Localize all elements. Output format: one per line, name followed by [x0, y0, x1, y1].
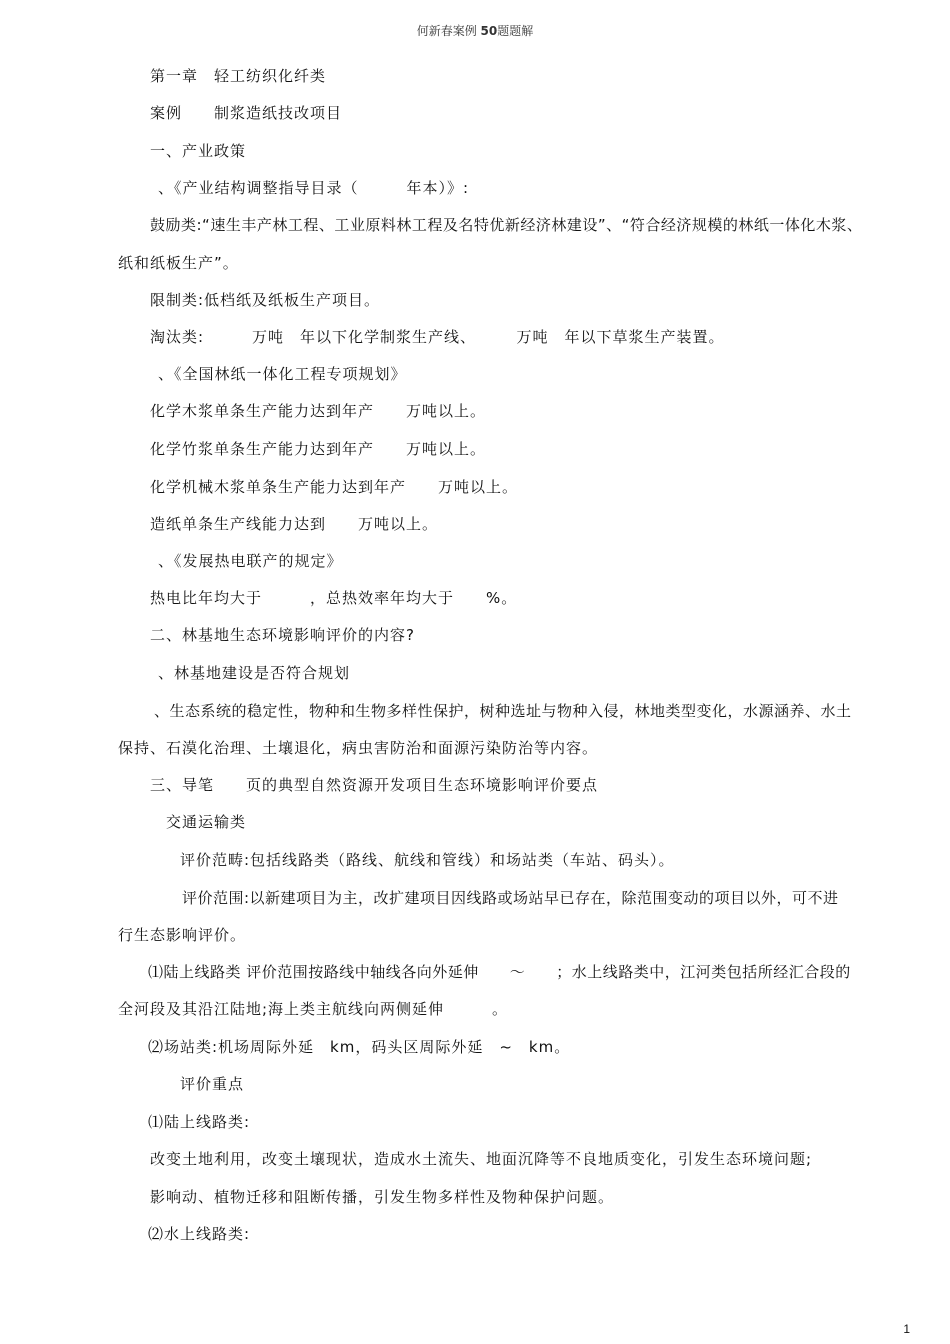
paragraph-eval-scope-cont: 行生态影响评价。	[118, 926, 247, 944]
header-prefix: 何新春案例	[416, 24, 481, 38]
paragraph-ecosystem-cont: 保持、石漠化治理、土壤退化，病虫害防治和面源污染防治等内容。	[118, 739, 599, 757]
subheading-cogeneration: 、《发展热电联产的规定》	[158, 552, 343, 570]
subheading-eval-focus: 评价重点	[180, 1075, 245, 1093]
paragraph-bamboo-pulp: 化学竹浆单条生产能力达到年产 万吨以上。	[150, 440, 487, 458]
subheading-forest-paper: 、《全国林纸一体化工程专项规划》	[158, 365, 407, 383]
case-title: 案例 制浆造纸技改项目	[150, 104, 343, 122]
section-heading-3: 三、导笔 页的典型自然资源开发项目生态环境影响评价要点	[150, 776, 599, 794]
paragraph-station: ⑵场站类:机场周际外延 km，码头区周际外延 ~ km。	[148, 1038, 571, 1056]
paragraph-heat-ratio: 热电比年均大于 ，总热效率年均大于 %。	[150, 589, 518, 607]
paragraph-biodiversity: 影响动、植物迁移和阻断传播，引发生物多样性及物种保护问题。	[150, 1188, 615, 1206]
header-suffix: 题题解	[497, 24, 534, 38]
paragraph-planning: 、林基地建设是否符合规划	[158, 664, 351, 682]
paragraph-land-use: 改变土地利用，改变土壤现状，造成水土流失、地面沉降等不良地质变化，引发生态环境问题;	[150, 1150, 813, 1168]
paragraph-wood-pulp: 化学木浆单条生产能力达到年产 万吨以上。	[150, 402, 487, 420]
subheading-land-route: ⑴陆上线路类:	[148, 1113, 251, 1131]
paragraph-land-route-cont: 全河段及其沿江陆地;海上类主航线向两侧延伸 。	[118, 1000, 509, 1018]
paragraph-ecosystem: 、生态系统的稳定性，物种和生物多样性保护，树种选址与物种入侵，林地类型变化，水源涵养、水土	[154, 702, 852, 720]
paragraph-paper-line: 造纸单条生产线能力达到 万吨以上。	[150, 515, 439, 533]
subheading-transport: 交通运输类	[166, 813, 247, 831]
page-header	[0, 22, 950, 39]
section-heading-2: 二、林基地生态环境影响评价的内容?	[150, 626, 415, 644]
paragraph-eliminated: 淘汰类: 万吨 年以下化学制浆生产线、 万吨 年以下草浆生产装置。	[150, 328, 725, 346]
paragraph-encouraged: 鼓励类:“速生丰产林工程、工业原料林工程及名特优新经济林建设”、“符合经济规模的林纸一体化木浆、	[150, 216, 863, 234]
header-bold-number: 50	[480, 24, 498, 38]
paragraph-mechanical-pulp: 化学机械木浆单条生产能力达到年产 万吨以上。	[150, 478, 519, 496]
page-number: 1	[903, 1322, 910, 1336]
paragraph-eval-scope: 评价范围:以新建项目为主，改扩建项目因线路或场站早已存在，除范围变动的项目以外，可不进	[182, 889, 839, 907]
paragraph-eval-category: 评价范畴:包括线路类（路线、航线和管线）和场站类（车站、码头）。	[180, 851, 675, 869]
subheading-catalog: 、《产业结构调整指导目录（ 年本）》:	[158, 179, 470, 197]
section-heading-1: 一、产业政策	[150, 142, 247, 160]
paragraph-land-route: ⑴陆上线路类 评价范围按路线中轴线各向外延伸 ～ ；水上线路类中，江河类包括所经汇合段的	[148, 963, 851, 981]
subheading-water-route: ⑵水上线路类:	[148, 1225, 251, 1243]
paragraph-encouraged-cont: 纸和纸板生产”。	[118, 254, 239, 272]
paragraph-restricted: 限制类:低档纸及纸板生产项目。	[150, 291, 381, 309]
chapter-title: 第一章 轻工纺织化纤类	[150, 67, 327, 85]
